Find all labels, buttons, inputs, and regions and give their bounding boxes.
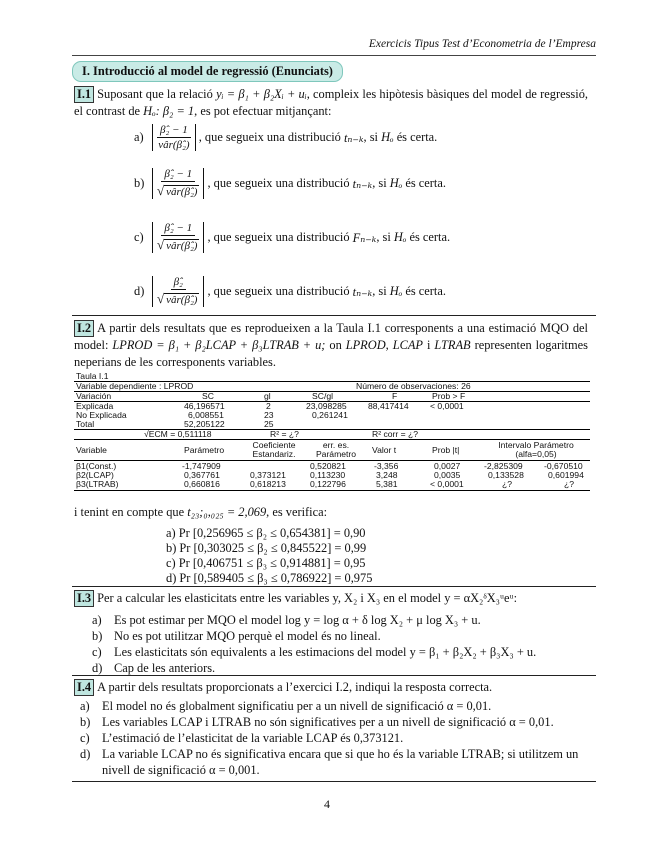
page-number: 4 — [324, 797, 330, 811]
list-item: d) Cap de les anteriors. — [92, 661, 216, 675]
table-caption: Taula I.1 — [76, 371, 109, 381]
question-3-options — [92, 612, 536, 676]
table-row: Explicada 46,196571 2 23,098285 88,417414 < 0,0001 — [76, 401, 464, 411]
list-item: a) El model no és globalment significatiu per a un nivell de significació α = 0,01. — [80, 699, 492, 713]
question-4-stem: I.4 A partir dels resultats proporcionats a l’exercici I.2, indiqui la resposta correcta. — [74, 679, 588, 696]
divider — [72, 315, 596, 316]
table-row: β3(LTRAB) 0,660816 0,618213 0,122796 5,381 < 0,0001 ¿? ¿? — [76, 479, 575, 489]
question-number: I.1 — [74, 86, 94, 103]
table-row: No Explicada 6,008551 23 0,261241 — [76, 410, 348, 420]
results-table: Taula I.1 Variable dependiente : LPROD Número de observaciones: 26 Variación SC gl SC/gl F Prob > F Explicada 46,196571 2 23,098285 88,417414 < 0,0001 No Explicada 6,008551 23 0,261241 Total 52,205122 25 √ECM = 0,511118 R² = ¿? R² corr = ¿? Variable Parámetro Coeficiente Estandariz. err. es. Parámetro Valor t Prob |t| Intervalo Parámetro (alfa=0,05) β1(Const.) -1,747909 0,520821 -3,356 0,0027 -2,825309 -0,670510 β2(LCAP) 0,367761 0,373121 0,113230 3,248 0,0035 0,133528 0,601994 β3(LTRAB) 0,660816 0,618213 0,122796 5,381 < 0,0001 ¿? ¿? — [74, 372, 590, 498]
coef-header: Variable Parámetro Coeficiente Estandariz. err. es. Parámetro Valor t Prob |t| Intervalo Parámetro (alfa=0,05) — [76, 440, 574, 459]
list-item: c) Pr [0,406751 ≤ β₃ ≤ 0,914881] = 0,95 — [166, 556, 366, 570]
table-row: β2(LCAP) 0,367761 0,373121 0,113230 3,248 0,0035 0,133528 0,601994 — [76, 470, 584, 480]
question-3-stem: I.3 Per a calcular les elasticitats entre les variables y, X₂ i X₃ en el model y = αX₂ᵟX₃ᵘeᵘ: — [74, 590, 588, 607]
list-item: b) Pr [0,303025 ≤ β₂ ≤ 0,845522] = 0,99 — [166, 541, 367, 555]
question-2-condition: i tenint en compte que t₂₃;₀,₀₂₅ = 2,069, es verifica: — [74, 505, 328, 519]
table-row: Total 52,205122 25 — [76, 419, 274, 429]
anova-header: Variación SC gl SC/gl F Prob > F — [76, 391, 466, 401]
question-2-stem: I.2 A partir dels resultats que es reprodueixen a la Taula I.1 corresponents a una estimació MQO del model: LPROD = β₁ + β₂LCAP + β₃LTRAB + u; on LPROD, LCAP i LTRAB representen logaritmes neperians de les corresponents variables. — [74, 321, 588, 369]
list-item: b) Les variables LCAP i LTRAB no són significatives per a un nivell de significació α = 0,01. — [80, 715, 554, 729]
question-1-option-d: d) $\frac{\text{β̂₂}}{\text{√ vâr(β̂₂)}}$ , que segueix una distribució tₙ₋ₖ , si Hₒ és certa. — [134, 276, 446, 306]
question-1-stem: I.1 Suposant que la relació yᵢ = β₁ + β₂Xᵢ + uᵢ, compleix les hipòtesis bàsiques del model de regressió, el contrast de Hₒ: β₂ = 1, es pot efectuar mitjançant: — [74, 87, 588, 118]
question-2-options — [166, 526, 372, 586]
table-row: β1(Const.) -1,747909 0,520821 -3,356 0,0027 -2,825309 -0,670510 — [76, 461, 583, 471]
list-item: a) Es pot estimar per MQO el model log y = log α + δ log X₂ + μ log X₃ + u. — [92, 613, 481, 627]
fit-statistics: √ECM = 0,511118 R² = ¿? R² corr = ¿? — [144, 429, 419, 439]
list-item: c) L’estimació de l’elasticitat de la variable LCAP és 0,373121. — [80, 731, 404, 745]
list-item: a) Pr [0,256965 ≤ β₂ ≤ 0,654381] = 0,90 — [166, 526, 366, 540]
list-item: d) La variable LCAP no és significativa encara que si que ho és la variable LTRAB; si utilitzem un nivell de significació α = 0,001. — [80, 747, 579, 777]
abs-value-expression: $\frac{\text{β̂₂ − 1}}{\text{vâr(β̂₂)}}$ — [152, 124, 196, 151]
divider — [72, 781, 596, 782]
question-1-option-b: b) $\frac{\text{β̂₂ − 1}}{\text{√ vâr(β̂₂)}}$ , que segueix una distribució tₙ₋ₖ , si Hₒ és certa. — [134, 168, 446, 198]
header-rule — [72, 55, 596, 56]
list-item: b) No es pot utilitzar MQO perquè el model és no lineal. — [92, 629, 381, 643]
divider — [72, 675, 596, 676]
running-header: Exercicis Tipus Test d’Econometria de l’Empresa — [368, 38, 596, 50]
divider — [72, 586, 596, 587]
list-item: c) Les elasticitats són equivalents a les estimacions del model y = β₁ + β₂X₂ + β₃X₃ + u. — [92, 645, 537, 659]
list-item: d) Pr [0,589405 ≤ β₃ ≤ 0,786922] = 0,975 — [166, 571, 373, 585]
question-1-option-c: c) $\frac{\text{β̂₂ − 1}}{\text{√ vâr(β̂₂)}}$ , que segueix una distribució Fₙ₋ₖ , si Hₒ és certa. — [134, 222, 451, 252]
question-4-options — [80, 698, 592, 778]
section-title: I. Introducció al model de regressió (Enunciats) — [72, 61, 343, 82]
question-1-option-a: a) $\frac{\text{β̂₂ − 1}}{\text{vâr(β̂₂)}}$ , que segueix una distribució tₙ₋ₖ , si Hₒ és certa. — [134, 124, 438, 151]
